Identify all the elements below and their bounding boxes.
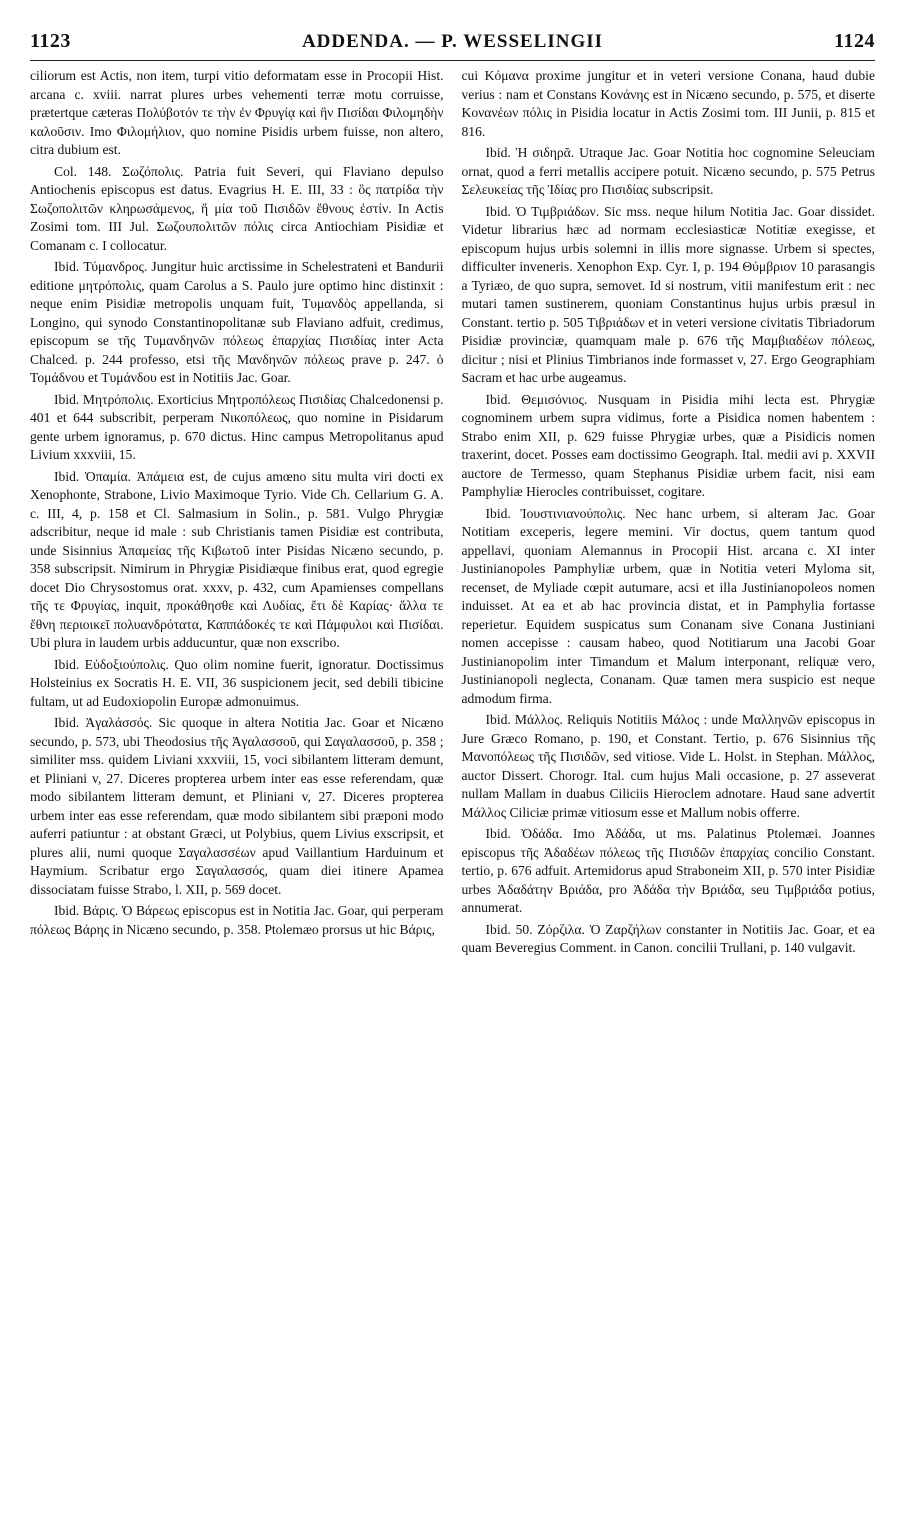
entry-paragraph: Ibid. Ἀγαλάσσός. Sic quoque in altera Notitia Jac. Goar et Nicæno secundo, p. 573, ubi Theodosius τῆς Ἀγαλασσοῦ, qui Σαγαλασσοῦ, p. 358 ; similiter mss. quidem Liviani xxxviii, 15, voci sibilantem litteram demunt, et Pliniani v, 27. Diceres propterea urbem inter eas esse referendam, quæ modo sibilantem litteram demunt, et Pliniani v, 27. Diceres propterea urbem inter eas esse referendam, quæ modo sibilantem sibi præponi modo auferri patiuntur : at obstant Græci, ut Polybius, quem Livius exscripsit, et plures alii, numi quoque Σαγαλασσέων apud Vaillantium Harduinum et Haymium. Scribatur ergo Σαγαλασσός, quam diei itinere Apamea dissociatam fuisse Strabo, l. XII, p. 569 docet. [30, 715, 444, 897]
left-column [30, 67, 444, 961]
entry-paragraph: Ibid. Μητρόπολις. Exorticius Μητροπόλεως Πισιδίας Chalcedonensi p. 401 et 644 subscribit, perperam Νικοπόλεως, quo nomine in Pisidarum gente urbem ignoramus, p. 670 dictus. Hinc campus Metropolitanus apud Livium xxxviii, 15. [30, 391, 444, 462]
entry-paragraph: Ibid. Μάλλος. Reliquis Notitiis Μάλος : unde Μαλληνῶν episcopus in Jure Græco Romano, p. 190, et Constant. Tertio, p. 676 Sisinnius τῆς Μανοπόλεως τῆς Πισιδῶν, sed vitiose. Vide L. Holst. in Stephan. Μάλλος, auctor Dissert. Chorogr. Ital. cum hujus Mali occasione, p. 27 asseverat nullam Mallam in duabus Ciliciis Hieroclem adnotare. Haud sane advertit Μάλλος Ciliciæ primæ vitiosum esse et Mallum nobis offerre. [461, 712, 875, 820]
running-header [30, 30, 875, 61]
right-column [462, 67, 876, 961]
entry-paragraph: Ibid. Ἡ σιδηρᾶ. Utraque Jac. Goar Notitia hoc cognomine Seleuciam ornat, quod a ferri metallis accipere potuit. Nicæno secundo, p. 575 Petrus Σελευκείας τῆς Ἰδίας pro Πισιδίας subscripsit. [461, 145, 875, 197]
page-number-right: 1124 [834, 30, 875, 52]
entry-paragraph: Ibid. Βάρις. Ὁ Βάρεως episcopus est in Notitia Jac. Goar, qui perperam πόλεως Βάρης in Nicæno secundo, p. 358. Ptolemæo prorsus ut hic Βάρις, [30, 903, 444, 937]
entry-paragraph: ciliorum est Actis, non item, turpi vitio deformatam esse in Procopii Hist. arcana c. xviii. narrat plures urbes vehementi terræ motu corruisse, prætertque cæteras Πολύβοτόν τε τὴν ἐν Φρυγίᾳ καὶ ἣν Πισίδαι Φιλομηδὴν καλοῦσιν. Imo Φιλομήλιον, quo nomine Pisidis urbem fuisse, non altero, citra dubium est. [30, 68, 444, 157]
entry-paragraph: Ibid. Ὀδάδα. Imo Ἀδάδα, ut ms. Palatinus Ptolemæi. Joannes episcopus τῆς Ἀδαδέων πόλεως τῆς Πισιδῶν ἐπαρχίας concilio Constant. tertio, p. 676 adfuit. Artemidorus apud Straboneim XII, p. 570 inter Pisidiæ urbes Ἀδαδάτην Βριάδα, pro Ἀδάδα τὴν Βριάδα, seu Τιμβριάδα potius, annumerat. [461, 826, 875, 915]
entry-paragraph: cui Κόμανα proxime jungitur et in veteri versione Conana, haud dubie verius : nam et Constans Κονάνης est in Nicæno secundo, p. 575, et diserte Κονανέων πόλις in Pisidia locatur in Actis Zosimi tom. III Junii, p. 815 et 816. [461, 68, 875, 139]
entry-paragraph: Ibid. Τύμανδρος. Jungitur huic arctissime in Schelestrateni et Bandurii editione μητρόπολις, quam Carolus a S. Paulo jure optimo hinc distinxit : neque enim Pisidiæ metropolis unquam fuit, Τυμανδὸς appellanda, si Longino, qui synodo Constantinopolitanæ sub Flaviano adfuit, credimus, episcopum se τῆς Τυμανδηνῶν πόλεως ἐπαρχίας Πισιδίας inter Acta Chalced. p. 244 professo, etsi τῆς Μανδηνῶν πόλεως prave p. 247. ὁ Τομάδνου et Τυμάνδου est in Notitiis Jac. Goar. [30, 259, 444, 385]
entry-paragraph: Ibid. Ὀπαμία. Ἀπάμεια est, de cujus amœno situ multa viri docti ex Xenophonte, Strabone, Livio Maximoque Tyrio. Vide Ch. Cellarium G. A. c. III, 4, p. 158 et Cl. Salmasium in Solin., p. 581. Vulgo Phrygiæ adscribitur, neque id male : sub Christianis tamen Pisidiæ est contributa, unde Sisinnius Ἀπαμείας τῆς Κιβωτοῦ inter Pisidas Nicæno secundo, p. 358 subscripsit. Nimirum in Phrygiæ Pisidiæque finibus erat, quod egregie docet Dio Chrysostomus orat. xxxv, p. 432, cum Apamienses compellans τῆς τε Φρυγίας, inquit, προκάθησθε καὶ Λυδίας, ἔτι δὲ Καρίας· ἄλλα τε ἔθνη περιοικεῖ πολυανδρότατα, Καππάδοκές τε καὶ Πάμφυλοι καὶ Πισίδαι. Ubi plura in laudem urbis adducuntur, quæ non exscribo. [30, 468, 444, 650]
page-number-left: 1123 [30, 30, 71, 52]
entry-paragraph: Ibid. Ὁ Τιμβριάδων. Sic mss. neque hilum Notitia Jac. Goar dissidet. Videtur librarius hæc ad normam ecclesiasticæ Notitiæ exegisse, et episcopum hujus urbis solemni in illis more signasse. Urbem si spectes, difficulter inveneris. Xenophon Exp. Cyr. I, p. 194 Θύμβριον 10 parasangis a Tyriæo, de quo supra, semovet. Id si nostrum, vitii manifestum erit : nec mutari tamen sustinerem, quoniam Constantinus hujus urbis præsul in Constant. tertio p. 505 Τιβριάδων et in veteri versione civitatis Tibriadorum Pisidiæ provinciæ, quamquam male p. 676 τῆς Μαμβιαδέων πόλεως, dicitur ; nisi et Plinius Timbrianos inde formasset v, 27. Ergo Geographiam Sacram et hac urbe augeamus. [461, 203, 875, 385]
entry-paragraph: Ibid. 50. Ζόρζιλα. Ὁ Ζαρζήλων constanter in Notitiis Jac. Goar, et ea quam Beveregius Comment. in Canon. concilii Trullani, p. 140 vulgavit. [461, 921, 875, 955]
entry-paragraph: Col. 148. Σωζόπολις. Patria fuit Severi, qui Flaviano depulso Antiochenis episcopus est datus. Evagrius H. E. III, 33 : ὃς πατρίδα τὴν Σωζοπολιτῶν κληρωσάμενος, ἥ μία τοῦ Πισιδῶν ἔθνους ἐστίν. In Actis Zosimi tom. III Jul. Σωζουπολιτῶν πόλις circa Antiochiam Pisidiæ et Comanam c. I collocatur. [30, 163, 444, 253]
entry-paragraph: Ibid. Εὐδοξιούπολις. Quo olim nomine fuerit, ignoratur. Doctissimus Holsteinius ex Socratis H. E. VII, 36 suspicionem jecit, sed debili tibicine fultam, ut ad Eudoxiopolin Europæ admonuimus. [30, 656, 444, 709]
entry-paragraph: Ibid. Θεμισόνιος. Nusquam in Pisidia mihi lecta est. Phrygiæ cognominem urbem supra vidimus, forte a Pisidica nomen habentem : Strabo enim XII, p. 629 fuisse Phrygiæ urbes, quæ a Pisidicis nomen traxerint, docet. Posses eam doctissimo Geograph. Ital. medii avi p. XXVII auctore de Termesso, quam Stephanus Pisidiæ urbem facit, nisi eam Pamphyliæ Hierocles contribuisset, cogitare. [461, 391, 875, 499]
running-title: ADDENDA. — P. WESSELINGII [301, 31, 604, 52]
two-column-body [30, 67, 875, 961]
entry-paragraph: Ibid. Ἰουστινιανούπολις. Nec hanc urbem, si alteram Jac. Goar Notitiam exceperis, legere memini. Vir doctus, quem tantum quod appellavi, quoniam Alemannus in Procopii Hist. arcana c. XI inter Justinianopoles Pamphyliæ urbem, quæ in Notitia veteri Myloma sit, recenset, de Myliade cœpit autumare, acsi et illa Justinianopoleos nomen induisset. At ea et ab hac provincia distat, et in Pamphylia fortasse reperietur. Equidem suspicatus sum Conanam sive Conana Justiniani nomen accepisse : causam habeo, quod Notitiarum una Jacobi Goar Justinianopolim inter Timandum et Malum interponant, reliquæ vero, Justinianopoli neglecta, Conanam. Quæ tamen mera suspicio est neque admodum firma. [461, 505, 875, 706]
